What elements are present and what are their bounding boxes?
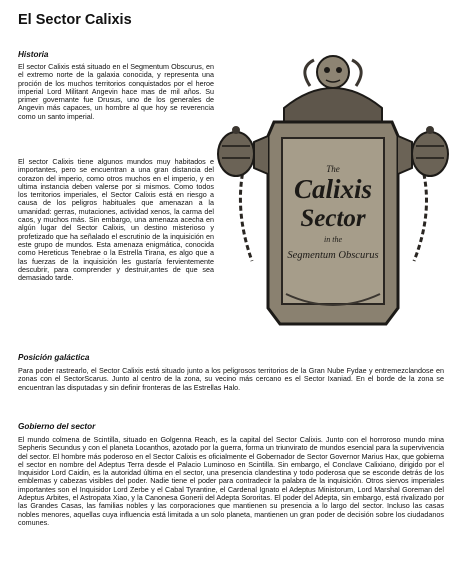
plaque-text-the: The bbox=[326, 164, 340, 174]
plaque-text-sector: Sector bbox=[300, 205, 366, 232]
right-censer-icon bbox=[412, 126, 448, 176]
section-heading-gobierno: Gobierno del sector bbox=[18, 422, 96, 431]
plaque-text-in-the: in the bbox=[324, 235, 342, 244]
plaque-drawing bbox=[214, 46, 452, 336]
paragraph-gobierno-1: El mundo colmena de Scintilla, situado en Golgenna Reach, es la capital del Sector Calixis. Junto con el horroroso mundo mina Sepheris Secundus y con el planeta Locanthos, azotado por la guerra, forma un triunvirato de mundos esencial para la supervivencia del sector. El hombre más poderoso en el Sector Calixis es oficialmente el Gobernador de Sector Governor Marius Hax, que gobierna el sector en nombre del Adeptus Terra desde el Palacio Luminoso en Scintilla. Sin embargo, el Conclave Calixiano, dirigido por el Inquisidor Lord Caidin, es la autoridad última en el sector, una presencia clandestina y todo poderosa que se esconde detrás de los emblemas y cabezas visibles del poder. Nadie tiene el poder para contradecir la palabra de la inquisición. Otros siervos imperiales importantes son el Inquisidor Lord Zerbe y el Cabal Tyrantine, el Cardenal Ignato el Adeptus Ministorum, Lord Marshal Goreman del Adeptus Arbites, el Astropata Xiao, y la Canonesa Gonerii del Adepta Sororitas. El poder del Adepta, sin embargo, está rivalizado por las Grandes Casas, las familias nobles y las corporaciones que mantienen su presencia a lo largo del sector. Incluso las casas nobles menores, aquellas cuya influencia está limitada a un solo planeta, mantienen un gran poder de decisión sobre los ciudadanos comunes. bbox=[18, 435, 444, 527]
section-heading-posicion: Posición galáctica bbox=[18, 353, 90, 362]
paragraph-historia-1: El sector Calixis está situado en el Segmentum Obscurus, en el extremo norte de la galaxia conocida, y representa una proción de los muchos territorios conquistados por el heroe imperial Lord Militant Angevin hace mas de mil años. Su primer governante fue Drusus, uno de los generales de Angevin más capaces, un hombre al que hoy se reverencia como un santo imperial. bbox=[18, 62, 214, 121]
section-heading-historia: Historia bbox=[18, 50, 49, 59]
left-chain bbox=[240, 166, 252, 261]
right-chain bbox=[414, 166, 427, 261]
paragraph-historia-2: El sector Calixis tiene algunos mundos muy habitados e importantes, pero se encuentran a una gran distancia del corazon del imperio, como otros muchos en el imperio, y en ultima instancia deben valerse por si mismos. Como todos los territorios imperiales, el Sector Calixis está en riesgo a causa de los peligros habituales que amenazan a la umanidad: gerras, mutaciones, actividad xenos, la carma del caos, y muchos más. Sin embargo, una amenaza acecha en algún lugar del Sector Calixis, un destino misterioso y profetizado que ha señalado el escrutinio de la inquisición en este grupo de mundos. Esta amenaza enigmática, conocida como Hereticus Tenebrae o la Estrella Tirana, es algo que a las fuerzas de la inquisición les gustaría fervientemente descubrir, para comprender y destruir,antes de que sea demasiado tarde. bbox=[18, 157, 214, 283]
cherub-skull-icon bbox=[284, 56, 382, 122]
plaque-text-segmentum: Segmentum Obscurus bbox=[287, 250, 379, 261]
page-title: El Sector Calixis bbox=[18, 12, 132, 28]
calixis-sector-illustration bbox=[214, 46, 452, 336]
left-censer-icon bbox=[218, 126, 254, 176]
paragraph-posicion-1: Para poder rastrearlo, el Sector Calixis está situado junto a los peligrosos territorios de la Gran Nube Fydae y entremezclandose en zonas con el SectorScarus. Junto al centro de la zona, su vecino más cercano es el Sector Ixaniad. En el borde de la zona se encuentran las disputadas y sin definir fronteras de las Estrellas Halo. bbox=[18, 366, 444, 392]
plaque-text-calixis: Calixis bbox=[293, 174, 373, 204]
